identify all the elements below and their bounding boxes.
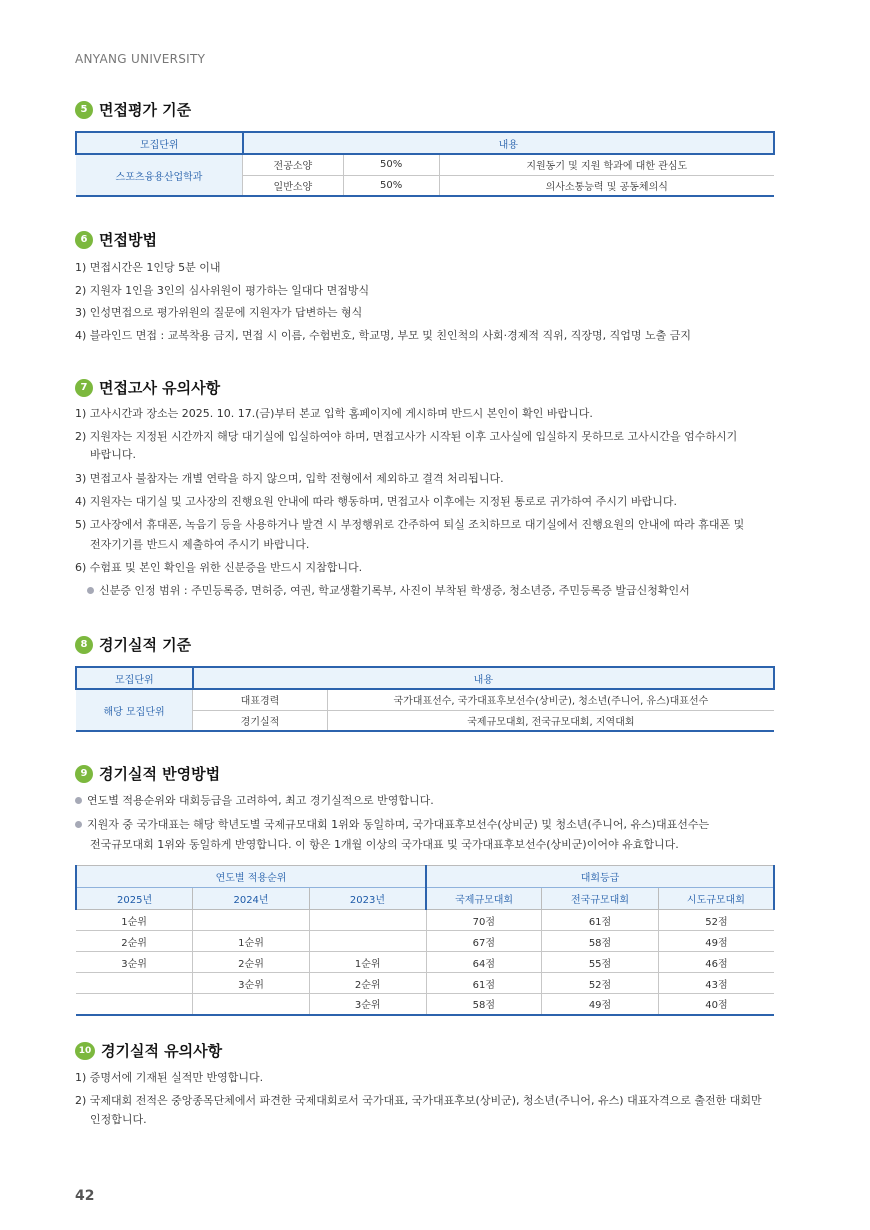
table-cell: 3순위: [76, 952, 193, 973]
col-header: 2024년: [193, 888, 310, 910]
section-7-title: [75, 377, 220, 398]
list-item: 2) 국제대회 전적은 중앙종목단체에서 파견한 국제대회로서 국가대표, 국가대표후보(상비군), 청소년(주니어, 유스) 대표자격으로 출전한 대회만: [75, 1094, 762, 1107]
section-6-title: [75, 229, 157, 250]
table-cell: 50%: [343, 154, 439, 175]
table-cell: [76, 973, 193, 994]
section-number-badge: 7: [75, 379, 93, 397]
list-item: 3) 면접고사 불참자는 개별 연락을 하지 않으며, 입학 전형에서 제외하고 결격 처리됩니다.: [75, 472, 504, 485]
table-cell: 국가대표선수, 국가대표후보선수(상비군), 청소년(주니어, 유스)대표선수: [327, 689, 774, 710]
scoring-table: [75, 865, 775, 1016]
section-title-text: 면접고사 유의사항: [99, 379, 221, 397]
table-cell: 61점: [542, 910, 659, 931]
table-cell: 61점: [426, 973, 542, 994]
table-row: [76, 931, 774, 952]
table-cell: 52점: [542, 973, 659, 994]
table-cell: 55점: [542, 952, 659, 973]
section-number-badge: 8: [75, 636, 93, 654]
table-cell: 1순위: [76, 910, 193, 931]
col-header: 2023년: [309, 888, 426, 910]
unit-cell: 스포츠융용산업학과: [76, 154, 243, 196]
bullet-text: 지원자 중 국가대표는 해당 학년도별 국제규모대회 1위와 동일하며, 국가대표후보선수(상비군) 및 청소년(주니어, 유스)대표선수는: [87, 818, 710, 831]
table-cell: 52점: [658, 910, 774, 931]
table-cell: 49점: [658, 931, 774, 952]
section-number-badge: 6: [75, 231, 93, 249]
table-cell: 3순위: [193, 973, 310, 994]
list-item: 2) 지원자는 지정된 시간까지 해당 대기실에 입실하여야 하며, 면접고사가 시작된 이후 고사실에 입실하지 못하므로 고사시간을 엄수하시기: [75, 430, 738, 443]
bullet-dot-icon: [87, 587, 94, 594]
table-cell: 경기실적: [193, 710, 328, 731]
col-header: 국제규모대회: [426, 888, 542, 910]
col-header: 2025년: [76, 888, 193, 910]
col-header: 시도규모대회: [658, 888, 774, 910]
bullet-continuation: 전국규모대회 1위와 동일하게 반영합니다. 이 항은 1개월 이상의 국가대표 및 국가대표후보선수(상비군)이어야 유효합니다.: [90, 838, 679, 851]
col-header-unit: 모집단위: [76, 667, 193, 689]
group-header-year-rank: 연도별 적용순위: [76, 866, 426, 888]
section-8-title: [75, 634, 191, 655]
list-item-continuation: 바랍니다.: [90, 448, 137, 461]
table-row: [76, 910, 774, 931]
list-item-continuation: 전자기기를 반드시 제출하여 주시기 바랍니다.: [90, 538, 310, 551]
page-number: 42: [75, 1188, 95, 1204]
table-cell: 1순위: [309, 952, 426, 973]
table-cell: [76, 994, 193, 1015]
list-item: 4) 지원자는 대기실 및 고사장의 진행요원 안내에 따라 행동하며, 면접고사 이후에는 지정된 통로로 귀가하여 주시기 바랍니다.: [75, 495, 678, 508]
university-header: ANYANG UNIVERSITY: [75, 52, 206, 66]
table-cell: 3순위: [309, 994, 426, 1015]
table-row: [76, 973, 774, 994]
section-title-text: 경기실적 유의사항: [101, 1042, 223, 1060]
section-title-text: 경기실적 반영방법: [99, 765, 221, 783]
table-cell: 46점: [658, 952, 774, 973]
section-title-text: 경기실적 기준: [99, 636, 192, 654]
bullet-item: [75, 817, 709, 833]
list-item-continuation: 인정합니다.: [90, 1113, 147, 1126]
table-cell: 2순위: [193, 952, 310, 973]
table-row: [76, 952, 774, 973]
section-number-badge: 9: [75, 765, 93, 783]
section-number-badge: 10: [75, 1042, 95, 1060]
table-cell: [309, 931, 426, 952]
list-item: 1) 면접시간은 1인당 5분 이내: [75, 261, 221, 274]
table-cell: 대표경력: [193, 689, 328, 710]
table-cell: 전공소양: [243, 154, 344, 175]
section-title-text: 면접평가 기준: [99, 101, 192, 119]
interview-criteria-table: [75, 131, 775, 197]
table-cell: 64점: [426, 952, 542, 973]
bullet-dot-icon: [75, 821, 82, 828]
bullet-item: [87, 583, 690, 599]
table-cell: 40점: [658, 994, 774, 1015]
col-header-unit: 모집단위: [76, 132, 243, 154]
bullet-item: [75, 793, 434, 809]
section-10-title: [75, 1040, 222, 1061]
table-cell: 의사소통능력 및 공동체의식: [439, 175, 774, 196]
section-title-text: 면접방법: [99, 231, 157, 249]
bullet-text: 신분증 인정 범위 : 주민등록증, 면허증, 여권, 학교생활기록부, 사진이 부착된 학생증, 청소년증, 주민등록증 발급신청확인서: [99, 584, 690, 597]
list-item: 3) 인성면접으로 평가위원의 질문에 지원자가 답변하는 형식: [75, 306, 363, 319]
unit-cell: 해당 모집단위: [76, 689, 193, 731]
col-header: 전국규모대회: [542, 888, 659, 910]
section-9-title: [75, 763, 220, 784]
section-5-title: [75, 99, 191, 120]
table-cell: 58점: [542, 931, 659, 952]
table-cell: 지원동기 및 지원 학과에 대한 관심도: [439, 154, 774, 175]
table-cell: 2순위: [76, 931, 193, 952]
group-header-grade: 대회등급: [426, 866, 774, 888]
bullet-dot-icon: [75, 797, 82, 804]
table-row: [76, 994, 774, 1015]
table-cell: 67점: [426, 931, 542, 952]
table-cell: 49점: [542, 994, 659, 1015]
table-cell: 43점: [658, 973, 774, 994]
list-item: 1) 고사시간과 장소는 2025. 10. 17.(금)부터 본교 입학 홈페이지에 게시하며 반드시 본인이 확인 바랍니다.: [75, 407, 593, 420]
list-item: 5) 고사장에서 휴대폰, 녹음기 등을 사용하거나 발견 시 부정행위로 간주하여 퇴실 조치하므로 대기실에서 진행요원의 안내에 따라 휴대폰 및: [75, 518, 745, 531]
list-item: 4) 블라인드 면접 : 교복착용 금지, 면접 시 이름, 수험번호, 학교명, 부모 및 친인척의 사회·경제적 직위, 직장명, 직업명 노출 금지: [75, 329, 691, 342]
table-cell: 2순위: [309, 973, 426, 994]
table-cell: 1순위: [193, 931, 310, 952]
performance-criteria-table: [75, 666, 775, 732]
bullet-text: 연도별 적용순위와 대회등급을 고려하여, 최고 경기실적으로 반영합니다.: [87, 794, 434, 807]
table-cell: 58점: [426, 994, 542, 1015]
table-cell: 일반소양: [243, 175, 344, 196]
list-item: 1) 증명서에 기재된 실적만 반영합니다.: [75, 1071, 264, 1084]
table-cell: 국제규모대회, 전국규모대회, 지역대회: [327, 710, 774, 731]
list-item: 6) 수험표 및 본인 확인을 위한 신분증을 반드시 지참합니다.: [75, 561, 363, 574]
table-cell: 70점: [426, 910, 542, 931]
col-header-content: 내용: [243, 132, 774, 154]
table-cell: 50%: [343, 175, 439, 196]
list-item: 2) 지원자 1인을 3인의 심사위원이 평가하는 일대다 면접방식: [75, 284, 370, 297]
table-cell: [193, 994, 310, 1015]
table-cell: [193, 910, 310, 931]
section-number-badge: 5: [75, 101, 93, 119]
table-cell: [309, 910, 426, 931]
col-header-content: 내용: [193, 667, 774, 689]
